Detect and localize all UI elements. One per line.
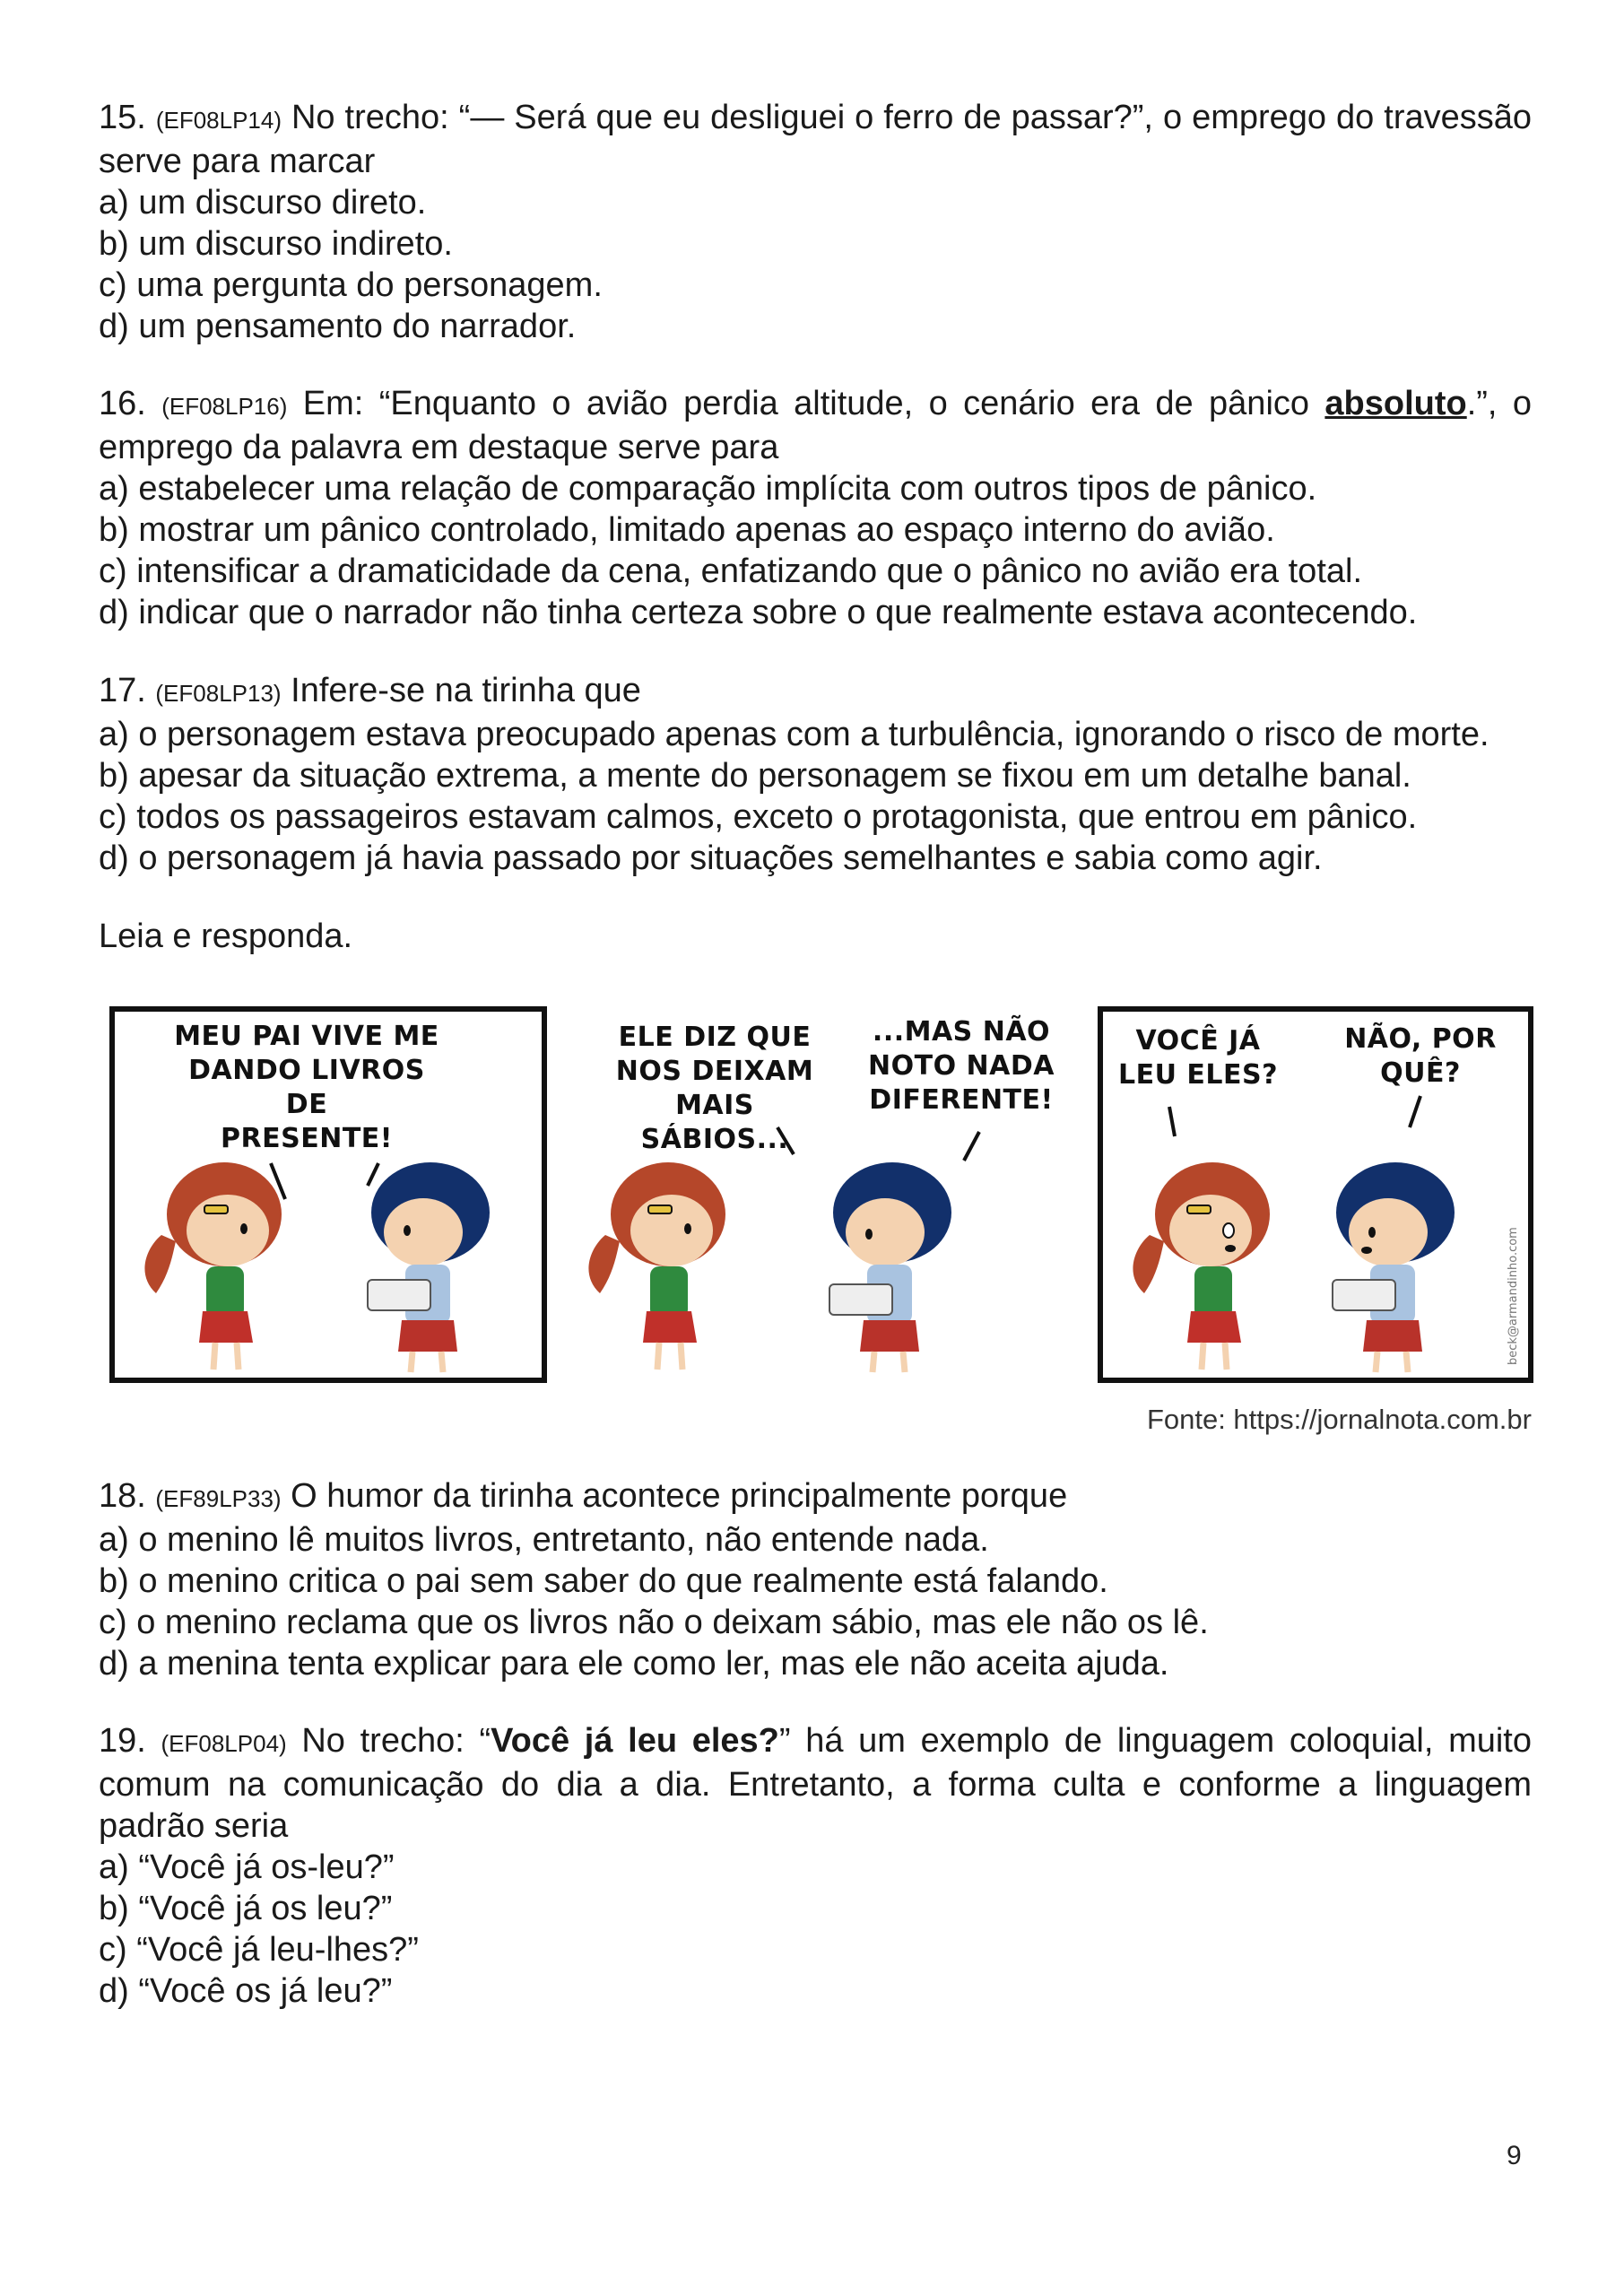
question-number: 19.: [99, 1722, 146, 1760]
option-d: d) a menina tenta explicar para ele como ler, mas ele não aceita ajuda.: [99, 1645, 1169, 1683]
question-15-stem: [99, 97, 1532, 182]
option-b: b) apesar da situação extrema, a mente do personagem se fixou em um detalhe banal.: [99, 757, 1411, 795]
option-c: c) uma pergunta do personagem.: [99, 266, 603, 304]
question-number: 18.: [99, 1477, 146, 1515]
question-18: [99, 1475, 1532, 1684]
option-b: b) um discurso indireto.: [99, 225, 453, 263]
question-15: [99, 97, 1532, 347]
option-d: d) o personagem já havia passado por situações semelhantes e sabia como agir.: [99, 839, 1323, 877]
option-d: d) um pensamento do narrador.: [99, 308, 577, 345]
option-a: a) estabelecer uma relação de comparação implícita com outros tipos de pânico.: [99, 470, 1317, 508]
option-b: b) mostrar um pânico controlado, limitado apenas ao espaço interno do avião.: [99, 511, 1275, 549]
skill-code: (EF08LP16): [161, 393, 288, 420]
page-number: 9: [1507, 2141, 1522, 2170]
stem-text-before: No trecho: “: [301, 1722, 491, 1760]
option-a: a) o personagem estava preocupado apenas com a turbulência, ignorando o risco de morte.: [99, 716, 1489, 753]
boy-speech-balloon: NÃO, POR QUÊ?: [1344, 1023, 1497, 1089]
option-a: a) um discurso direto.: [99, 184, 427, 222]
question-number: 17.: [99, 672, 146, 709]
girl-speech-balloon: MEU PAI VIVE ME DANDO LIVROS DE PRESENTE!: [174, 1021, 439, 1154]
stem-text-after: ” há um exemplo de linguagem coloquial, muito comum na comunicação do dia a dia. Entretanto, a forma culta e conforme a linguagem padrão seria: [99, 1722, 1532, 1845]
option-a: a) “Você já os-leu?”: [99, 1848, 395, 1886]
highlighted-word: absoluto: [1324, 385, 1467, 422]
comic-panel-2: [562, 1006, 1072, 1383]
girl-speech-balloon: VOCÊ JÁ LEU ELES?: [1117, 1025, 1279, 1091]
stem-text-before: Em: “Enquanto o avião perdia altitude, o cenário era de pânico: [302, 385, 1325, 422]
option-b: b) o menino critica o pai sem saber do que realmente está falando.: [99, 1562, 1108, 1600]
comic-panel-3: [1098, 1006, 1533, 1383]
option-d: d) indicar que o narrador não tinha certeza sobre o que realmente estava acontecendo.: [99, 594, 1418, 631]
question-18-stem: [99, 1475, 1532, 1519]
comic-source: Fonte: https://jornalnota.com.br: [1146, 1404, 1532, 1435]
question-number: 16.: [99, 385, 146, 422]
question-number: 15.: [99, 99, 146, 136]
option-c: c) todos os passageiros estavam calmos, exceto o protagonista, que entrou em pânico.: [99, 798, 1418, 836]
comic-credit: beck@armandinho.com: [1507, 1227, 1520, 1365]
option-a: a) o menino lê muitos livros, entretanto, não entende nada.: [99, 1521, 989, 1559]
stem-text: Infere-se na tirinha que: [291, 672, 641, 709]
stem-text: O humor da tirinha acontece principalmente porque: [291, 1477, 1068, 1515]
question-16-stem: [99, 383, 1532, 468]
comic-strip: [109, 1006, 1535, 1392]
stem-text-after: .”, o emprego da palavra em destaque serve para: [99, 385, 1532, 466]
option-c: c) o menino reclama que os livros não o deixam sábio, mas ele não os lê.: [99, 1604, 1209, 1641]
comic-panel-1: [109, 1006, 547, 1383]
instruction: Leia e responda.: [99, 918, 353, 955]
option-b: b) “Você já os leu?”: [99, 1890, 393, 1927]
option-d: d) “Você os já leu?”: [99, 1972, 393, 2010]
skill-code: (EF08LP04): [161, 1730, 287, 1757]
skill-code: (EF08LP13): [155, 680, 282, 707]
question-19-stem: [99, 1720, 1532, 1847]
question-17: [99, 670, 1532, 879]
skill-code: (EF08LP14): [155, 107, 282, 134]
option-c: c) “Você já leu-lhes?”: [99, 1931, 419, 1969]
option-c: c) intensificar a dramaticidade da cena, enfatizando que o pânico no avião era total.: [99, 552, 1363, 590]
stem-text: No trecho: “— Será que eu desliguei o ferro de passar?”, o emprego do travessão serve para marcar: [99, 99, 1533, 180]
boy-speech-balloon: ...MAS NÃO NOTO NADA DIFERENTE!: [868, 1016, 1055, 1116]
quoted-bold-text: Você já leu eles?: [491, 1722, 779, 1760]
girl-speech-balloon: ELE DIZ QUE NOS DEIXAM MAIS SÁBIOS...: [615, 1022, 814, 1155]
question-19: [99, 1720, 1532, 2012]
question-17-stem: [99, 670, 1532, 714]
skill-code: (EF89LP33): [155, 1485, 282, 1512]
question-16: [99, 383, 1532, 633]
